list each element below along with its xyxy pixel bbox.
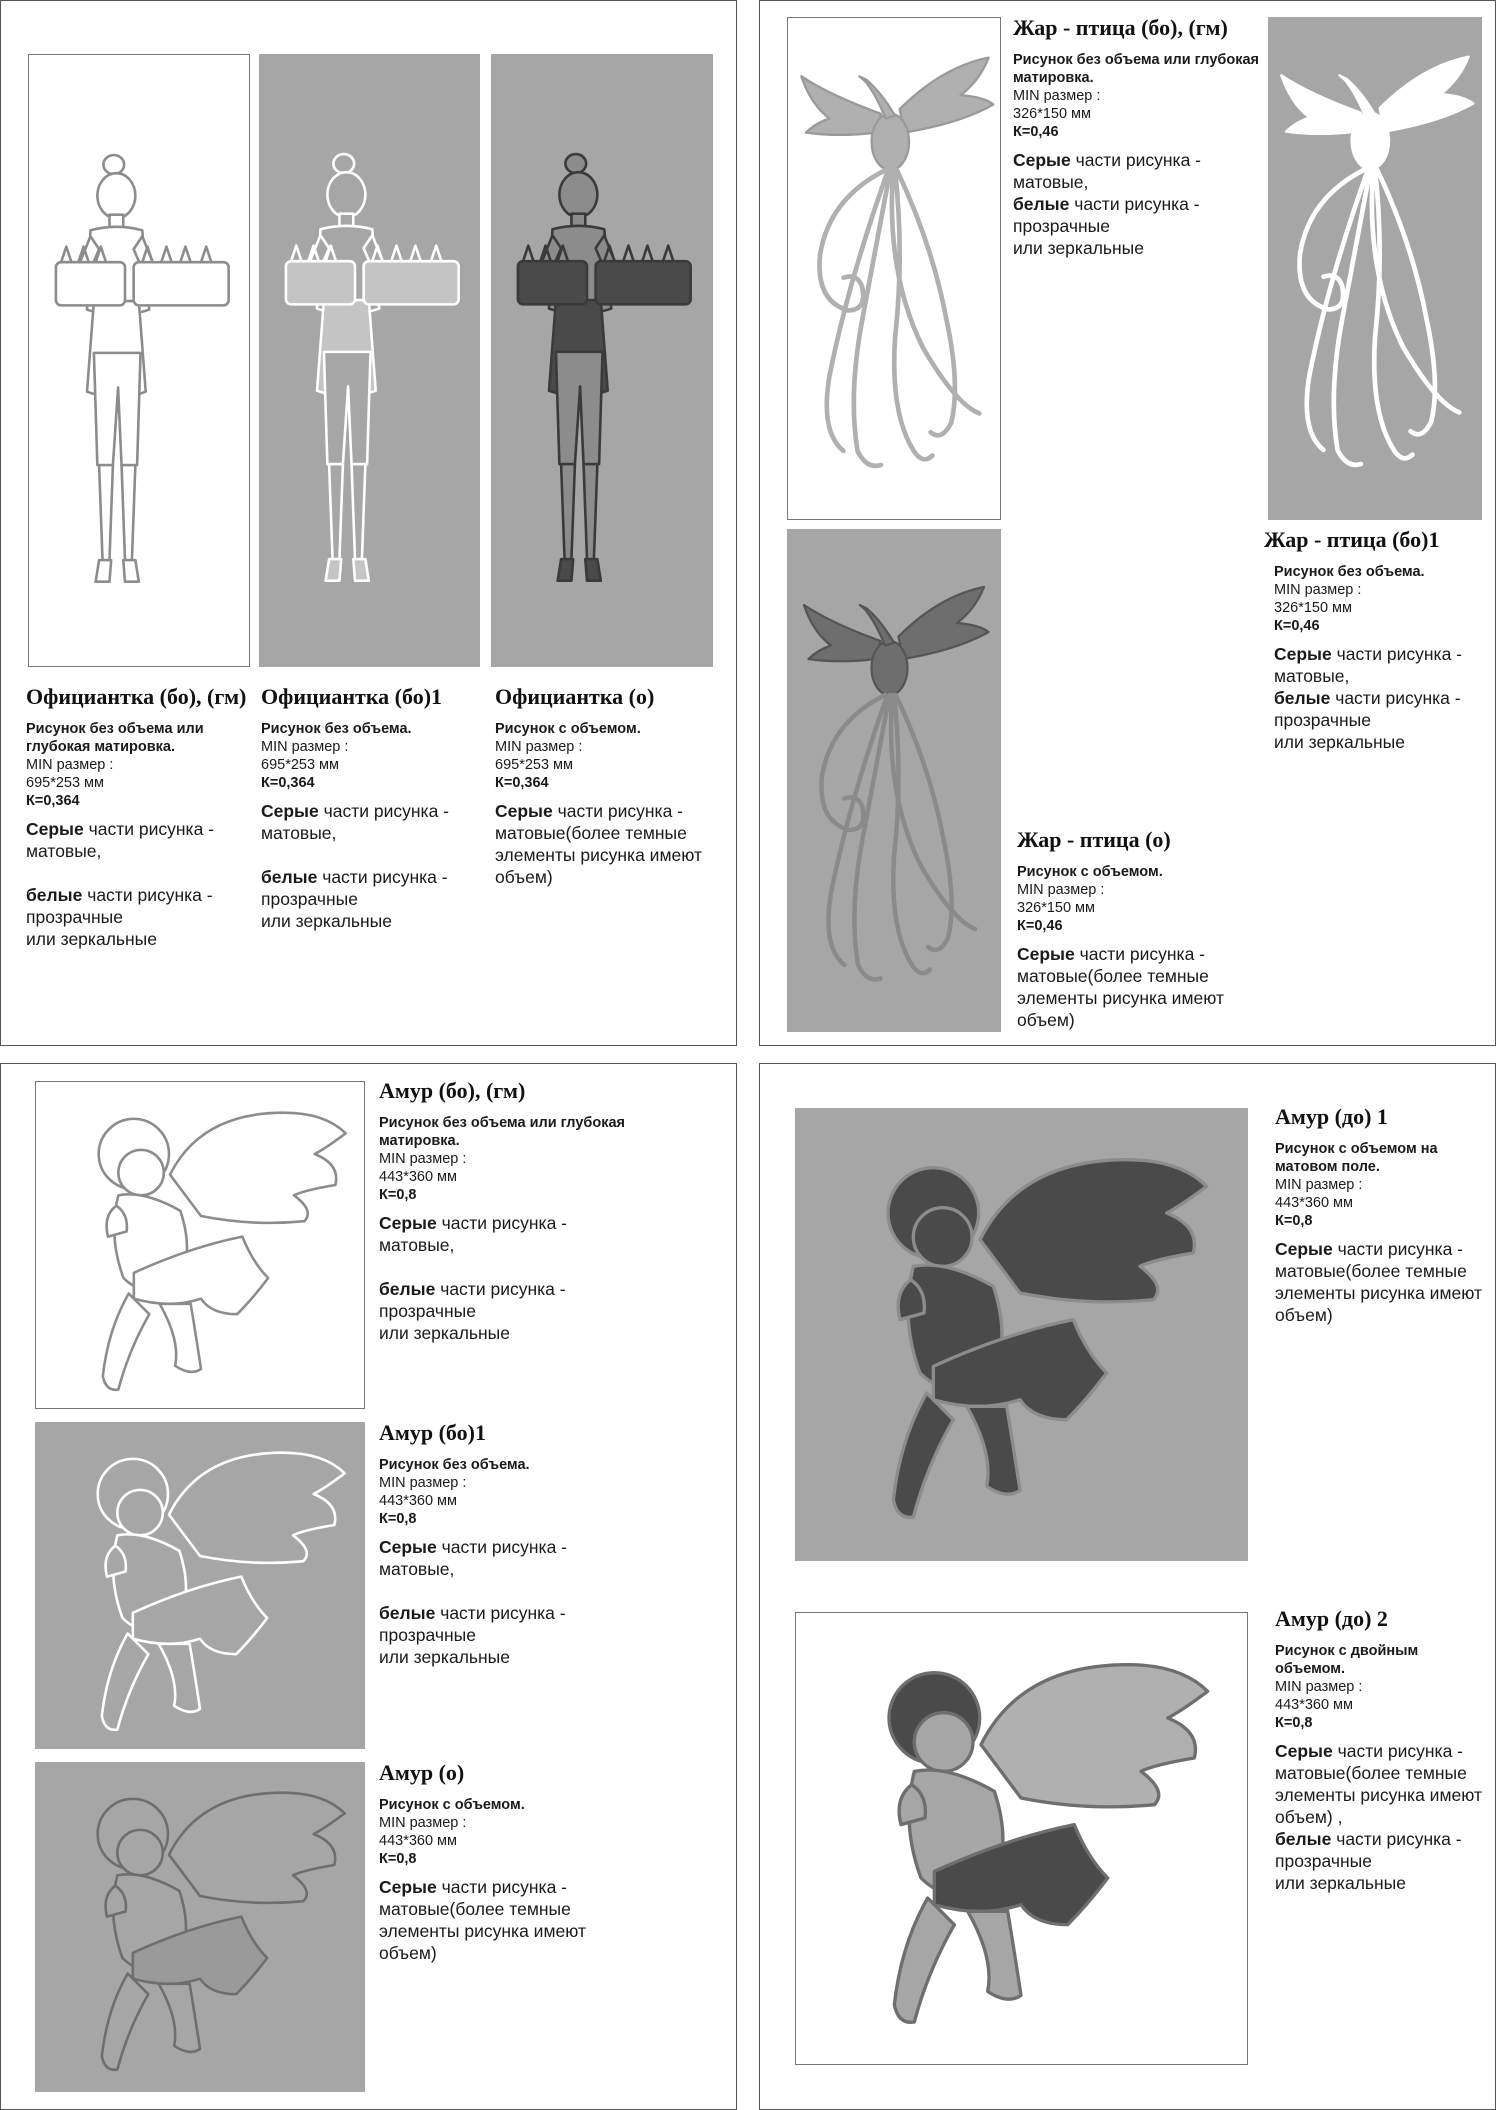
caption-tail: или зеркальные xyxy=(1275,1873,1406,1893)
cupid-panel-do1 xyxy=(795,1108,1248,1561)
caption-min-label: MIN размер : xyxy=(379,1151,467,1167)
caption-white-note: белые части рисунка - прозрачные xyxy=(1013,194,1200,236)
caption-title: Амур (до) 1 xyxy=(1275,1104,1388,1129)
caption-desc: Рисунок без объема. xyxy=(261,721,412,737)
cupid-figure-double xyxy=(796,1613,1247,2064)
caption-title: Официантка (о) xyxy=(495,684,655,709)
caption-desc: Рисунок без объема или глубокая матировка. xyxy=(1013,52,1259,86)
caption-title: Жар - птица (о) xyxy=(1017,827,1171,852)
caption-min-label: MIN размер : xyxy=(26,757,114,773)
waitress-panel-bo-gm xyxy=(28,54,250,667)
waitress-caption-3 xyxy=(495,684,720,888)
waitress-panel-bo1 xyxy=(259,54,480,667)
caption-size: 443*360 мм xyxy=(379,1493,457,1509)
firebird-section xyxy=(759,0,1496,1046)
caption-gray-note: Серые части рисунка - матовые(более темные элементы рисунка имеют объем) xyxy=(1275,1239,1482,1325)
waitress-figure-white xyxy=(259,54,480,667)
caption-white-note: белые части рисунка - прозрачные xyxy=(379,1279,566,1321)
caption-k: К=0,8 xyxy=(1275,1715,1313,1731)
caption-title: Амур (бо), (гм) xyxy=(379,1078,526,1103)
caption-tail: или зеркальные xyxy=(1274,732,1405,752)
caption-title: Официантка (бо)1 xyxy=(261,684,443,709)
caption-title: Амур (до) 2 xyxy=(1275,1606,1388,1631)
caption-desc: Рисунок с объемом на матовом поле. xyxy=(1275,1141,1438,1175)
caption-k: К=0,46 xyxy=(1013,124,1059,140)
caption-min-label: MIN размер : xyxy=(1274,582,1362,598)
firebird-figure-white xyxy=(1268,17,1482,520)
cupid-panel-bo1 xyxy=(35,1422,365,1749)
caption-size: 326*150 мм xyxy=(1017,900,1095,916)
caption-size: 695*253 мм xyxy=(495,757,573,773)
firebird-panel-bo-gm xyxy=(787,17,1001,520)
waitress-panel-o xyxy=(491,54,713,667)
caption-desc: Рисунок с объемом. xyxy=(379,1797,525,1813)
caption-desc: Рисунок без объема или глубокая матировка. xyxy=(379,1115,625,1149)
caption-gray-note: Серые части рисунка - матовые(более темные элементы рисунка имеют объем) , xyxy=(1275,1741,1482,1827)
caption-gray-note: Серые части рисунка - матовые, xyxy=(1274,644,1463,686)
caption-white-note: белые части рисунка - прозрачные xyxy=(1275,1829,1462,1871)
cupid-left-section xyxy=(0,1063,737,2110)
caption-size: 443*360 мм xyxy=(379,1833,457,1849)
waitress-figure-volume xyxy=(491,54,713,667)
cupid-figure-white xyxy=(35,1422,365,1749)
caption-k: К=0,364 xyxy=(261,775,315,791)
caption-k: К=0,8 xyxy=(379,1187,417,1203)
caption-gray-note: Серые части рисунка - матовые, xyxy=(379,1537,568,1579)
caption-white-note: белые части рисунка - прозрачные xyxy=(1274,688,1461,730)
caption-min-label: MIN размер : xyxy=(1275,1679,1363,1695)
caption-desc: Рисунок без объема. xyxy=(379,1457,530,1473)
caption-k: К=0,8 xyxy=(379,1851,417,1867)
caption-size: 695*253 мм xyxy=(261,757,339,773)
caption-title: Жар - птица (бо), (гм) xyxy=(1013,15,1228,40)
caption-min-label: MIN размер : xyxy=(1013,88,1101,104)
caption-size: 443*360 мм xyxy=(1275,1697,1353,1713)
caption-tail: или зеркальные xyxy=(1013,238,1144,258)
waitress-section xyxy=(0,0,737,1046)
waitress-figure-outline xyxy=(29,55,249,666)
caption-k: К=0,46 xyxy=(1017,918,1063,934)
caption-gray-note: Серые части рисунка - матовые, xyxy=(26,819,215,861)
caption-min-label: MIN размер : xyxy=(495,739,583,755)
caption-desc: Рисунок без объема или глубокая матировка. xyxy=(26,721,204,755)
caption-tail: или зеркальные xyxy=(379,1647,510,1667)
caption-gray-note: Серые части рисунка - матовые(более темные элементы рисунка имеют объем) xyxy=(379,1877,586,1963)
caption-gray-note: Серые части рисунка - матовые, xyxy=(379,1213,568,1255)
caption-size: 326*150 мм xyxy=(1013,106,1091,122)
caption-k: К=0,364 xyxy=(495,775,549,791)
caption-tail: или зеркальные xyxy=(379,1323,510,1343)
cupid-figure-dark xyxy=(795,1108,1248,1561)
caption-k: К=0,364 xyxy=(26,793,80,809)
caption-title: Официантка (бо), (гм) xyxy=(26,684,247,709)
firebird-caption-1 xyxy=(1013,15,1263,259)
cupid-caption-1 xyxy=(379,1078,629,1344)
cupid-caption-5 xyxy=(1275,1606,1490,1894)
caption-gray-note: Серые части рисунка - матовые, xyxy=(261,801,450,843)
caption-min-label: MIN размер : xyxy=(379,1815,467,1831)
caption-tail: или зеркальные xyxy=(26,929,157,949)
cupid-panel-bo-gm xyxy=(35,1081,365,1409)
caption-white-note: белые части рисунка - прозрачные xyxy=(379,1603,566,1645)
cupid-figure-volume xyxy=(35,1762,365,2092)
caption-title: Жар - птица (бо)1 xyxy=(1264,527,1440,552)
caption-desc: Рисунок с объемом. xyxy=(495,721,641,737)
cupid-caption-3 xyxy=(379,1760,629,1964)
caption-white-note: белые части рисунка - прозрачные xyxy=(261,867,448,909)
caption-size: 326*150 мм xyxy=(1274,600,1352,616)
caption-desc: Рисунок без объема. xyxy=(1274,564,1425,580)
firebird-caption-2 xyxy=(1264,527,1489,753)
caption-k: К=0,8 xyxy=(1275,1213,1313,1229)
cupid-caption-2 xyxy=(379,1420,629,1668)
caption-min-label: MIN размер : xyxy=(261,739,349,755)
caption-title: Амур (бо)1 xyxy=(379,1420,486,1445)
caption-size: 443*360 мм xyxy=(1275,1195,1353,1211)
waitress-caption-2 xyxy=(261,684,486,932)
caption-desc: Рисунок с двойным объемом. xyxy=(1275,1643,1419,1677)
firebird-figure-volume xyxy=(787,529,1001,1032)
caption-min-label: MIN размер : xyxy=(1275,1177,1363,1193)
caption-title: Амур (о) xyxy=(379,1760,465,1785)
caption-white-note: белые части рисунка - прозрачные xyxy=(26,885,213,927)
cupid-panel-do2 xyxy=(795,1612,1248,2065)
caption-gray-note: Серые части рисунка - матовые(более темные элементы рисунка имеют объем) xyxy=(495,801,702,887)
firebird-caption-3 xyxy=(1017,827,1247,1031)
cupid-figure-outline xyxy=(36,1082,364,1408)
cupid-caption-4 xyxy=(1275,1104,1490,1326)
caption-size: 443*360 мм xyxy=(379,1169,457,1185)
firebird-panel-o xyxy=(787,529,1001,1032)
caption-k: К=0,8 xyxy=(379,1511,417,1527)
firebird-panel-bo1 xyxy=(1268,17,1482,520)
caption-k: К=0,46 xyxy=(1274,618,1320,634)
caption-gray-note: Серые части рисунка - матовые, xyxy=(1013,150,1202,192)
firebird-figure-outline xyxy=(788,18,1000,519)
cupid-panel-o xyxy=(35,1762,365,2092)
caption-desc: Рисунок с объемом. xyxy=(1017,864,1163,880)
waitress-caption-1 xyxy=(26,684,261,950)
cupid-right-section xyxy=(759,1063,1496,2110)
caption-tail: или зеркальные xyxy=(261,911,392,931)
caption-gray-note: Серые части рисунка - матовые(более темные элементы рисунка имеют объем) xyxy=(1017,944,1224,1030)
caption-min-label: MIN размер : xyxy=(379,1475,467,1491)
caption-min-label: MIN размер : xyxy=(1017,882,1105,898)
caption-size: 695*253 мм xyxy=(26,775,104,791)
